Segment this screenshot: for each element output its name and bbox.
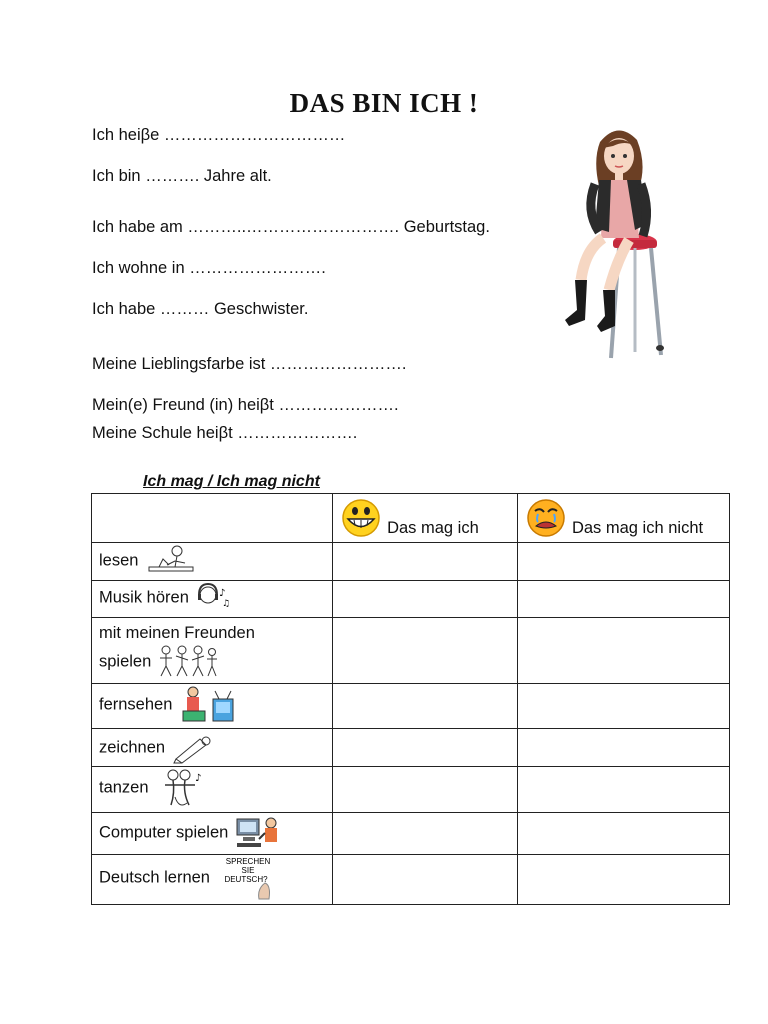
- favorite-color-line: Meine Lieblingsfarbe ist …………………….: [92, 355, 407, 373]
- dislike-answer-cell[interactable]: [517, 767, 729, 813]
- worksheet-title: DAS BIN ICH !: [289, 88, 479, 118]
- like-answer-cell[interactable]: [333, 618, 518, 684]
- like-answer-cell[interactable]: [333, 729, 518, 767]
- playing-friends-icon: [158, 644, 218, 680]
- sign-text-line: DEUTSCH?: [224, 875, 268, 884]
- tv-icon: [179, 685, 235, 725]
- header-empty-cell: [92, 494, 333, 543]
- dislike-answer-cell[interactable]: [517, 813, 729, 855]
- sign-text-line: SIE: [241, 866, 255, 875]
- like-answer-cell[interactable]: [333, 543, 518, 581]
- activity-cell: [92, 581, 333, 618]
- siblings-line: Ich habe ……… Geschwister.: [92, 300, 309, 318]
- activity-label-continued: spielen: [99, 652, 152, 671]
- sign-text-line: SPRECHEN: [225, 857, 270, 866]
- activity-label: mit meinen Freunden: [99, 623, 255, 642]
- activity-label: zeichnen: [99, 738, 166, 757]
- like-answer-cell[interactable]: [333, 684, 518, 729]
- sad-smiley-icon: [524, 498, 568, 538]
- pencil-icon: [172, 733, 212, 763]
- svg-text:♪: ♪: [219, 588, 226, 599]
- table-row: [92, 581, 730, 618]
- activity-cell: [92, 618, 333, 684]
- svg-text:♫: ♫: [222, 599, 231, 609]
- activity-cell: [92, 543, 333, 581]
- reading-icon: [145, 545, 197, 577]
- activity-cell: [92, 767, 333, 813]
- age-line: Ich bin ………. Jahre alt.: [92, 167, 272, 185]
- like-column-label: Das mag ich: [387, 519, 479, 537]
- activity-label: Deutsch lernen: [99, 868, 210, 887]
- like-answer-cell[interactable]: [333, 767, 518, 813]
- dislike-answer-cell[interactable]: [517, 729, 729, 767]
- activity-label: lesen: [99, 551, 139, 570]
- table-row: [92, 543, 730, 581]
- like-answer-cell[interactable]: [333, 581, 518, 618]
- activity-cell: [92, 684, 333, 729]
- header-dislike-cell: [517, 494, 729, 543]
- headphones-icon: [195, 582, 229, 614]
- table-row: [92, 684, 730, 729]
- header-like-cell: [333, 494, 518, 543]
- school-line: Meine Schule heiβt ………………….: [92, 424, 358, 442]
- table-header-row: [92, 494, 730, 543]
- dislike-answer-cell[interactable]: [517, 618, 729, 684]
- birthday-line: Ich habe am ………..………………………. Geburtstag.: [92, 218, 490, 236]
- table-row: [92, 729, 730, 767]
- girl-on-stool-illustration: [555, 120, 685, 360]
- residence-line: Ich wohne in …………………….: [92, 259, 326, 277]
- like-dislike-heading: Ich mag / Ich mag nicht: [143, 473, 320, 490]
- computer-icon: [235, 815, 281, 851]
- activity-cell: [92, 813, 333, 855]
- svg-text:♪: ♪: [195, 773, 202, 784]
- activity-label: Musik hören: [99, 588, 189, 607]
- activity-label: fernsehen: [99, 695, 173, 714]
- like-answer-cell[interactable]: [333, 855, 518, 905]
- sprechen-sie-deutsch-icon: [217, 855, 279, 901]
- dancing-icon: [155, 767, 205, 809]
- activity-cell: [92, 855, 333, 905]
- likes-table: [91, 493, 730, 905]
- dislike-answer-cell[interactable]: [517, 855, 729, 905]
- dislike-column-label: Das mag ich nicht: [571, 519, 704, 537]
- dislike-answer-cell[interactable]: [517, 684, 729, 729]
- activity-label: tanzen: [99, 778, 149, 797]
- table-row: [92, 618, 730, 684]
- friend-line: Mein(e) Freund (in) heiβt ………………….: [92, 396, 399, 414]
- table-row: [92, 855, 730, 905]
- table-row: [92, 767, 730, 813]
- dislike-answer-cell[interactable]: [517, 543, 729, 581]
- table-row: [92, 813, 730, 855]
- activity-cell: [92, 729, 333, 767]
- like-answer-cell[interactable]: [333, 813, 518, 855]
- activity-label: Computer spielen: [99, 823, 229, 842]
- happy-smiley-icon: [339, 498, 383, 538]
- dislike-answer-cell[interactable]: [517, 581, 729, 618]
- name-line: Ich heiβe ……………………………: [92, 126, 346, 144]
